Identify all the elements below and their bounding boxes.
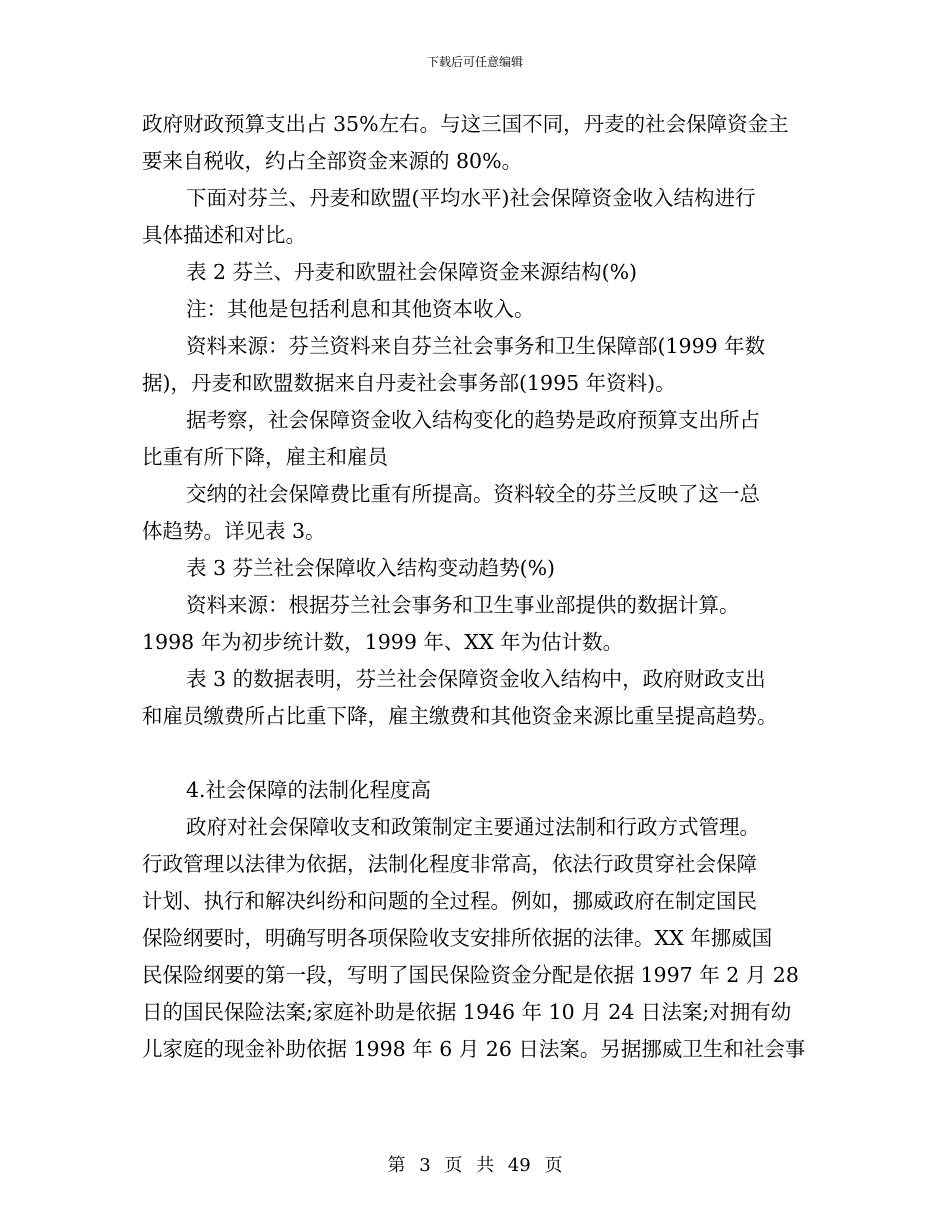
text-line: 表 3 的数据表明，芬兰社会保障资金收入结构中，政府财政支出 [186, 667, 766, 691]
paragraph-gap [142, 735, 810, 772]
table-caption: 表 3 芬兰社会保障收入结构变动趋势(%) [186, 556, 556, 580]
table-caption: 表 2 芬兰、丹麦和欧盟社会保障资金来源结构(%) [186, 260, 638, 284]
section-heading: 4.社会保障的法制化程度高 [186, 778, 432, 802]
text-line: 和雇员缴费所占比重下降，雇主缴费和其他资金来源比重呈提高趋势。 [142, 704, 778, 728]
text-line: 保险纲要时，明确写明各项保险收支安排所依据的法律。XX 年挪威国 [142, 926, 773, 950]
text-line: 要来自税收，约占全部资金来源的 80%。 [142, 149, 523, 173]
text-line: 体趋势。详见表 3。 [142, 519, 326, 543]
note-line: 注：其他是包括利息和其他资本收入。 [186, 297, 535, 321]
page-footer: 第 3 页 共 49 页 [387, 1155, 563, 1176]
document-body [142, 106, 810, 1068]
source-line: 1998 年为初步统计数，1999 年、XX 年为估计数。 [142, 630, 624, 654]
text-line: 交纳的社会保障费比重有所提高。资料较全的芬兰反映了这一总 [186, 482, 760, 506]
text-line: 儿家庭的现金补助依据 1998 年 6 月 26 日法案。另据挪威卫生和社会事 [142, 1037, 806, 1061]
source-line: 资料来源：芬兰资料来自芬兰社会事务和卫生保障部(1999 年数 [186, 334, 766, 358]
text-line: 行政管理以法律为依据，法制化程度非常高，依法行政贯穿社会保障 [142, 852, 757, 876]
text-line: 据考察，社会保障资金收入结构变化的趋势是政府预算支出所占 [186, 408, 760, 432]
text-line: 具体描述和对比。 [142, 223, 306, 247]
page-header: 下载后可任意编辑 [426, 55, 523, 69]
text-line: 比重有所下降，雇主和雇员 [142, 445, 388, 469]
text-line: 政府财政预算支出占 35%左右。与这三国不同，丹麦的社会保障资金主 [142, 112, 789, 136]
source-line: 据)，丹麦和欧盟数据来自丹麦社会事务部(1995 年资料)。 [142, 371, 676, 395]
source-line: 资料来源：根据芬兰社会事务和卫生事业部提供的数据计算。 [186, 593, 740, 617]
text-line: 民保险纲要的第一段，写明了国民保险资金分配是依据 1997 年 2 月 28 [142, 963, 799, 987]
text-line: 下面对芬兰、丹麦和欧盟(平均水平)社会保障资金收入结构进行 [186, 186, 756, 210]
text-line: 计划、执行和解决纠纷和问题的全过程。例如，挪威政府在制定国民 [142, 889, 757, 913]
text-line: 日的国民保险法案;家庭补助是依据 1946 年 10 月 24 日法案;对拥有幼 [142, 1000, 792, 1024]
text-line: 政府对社会保障收支和政策制定主要通过法制和行政方式管理。 [186, 815, 760, 839]
